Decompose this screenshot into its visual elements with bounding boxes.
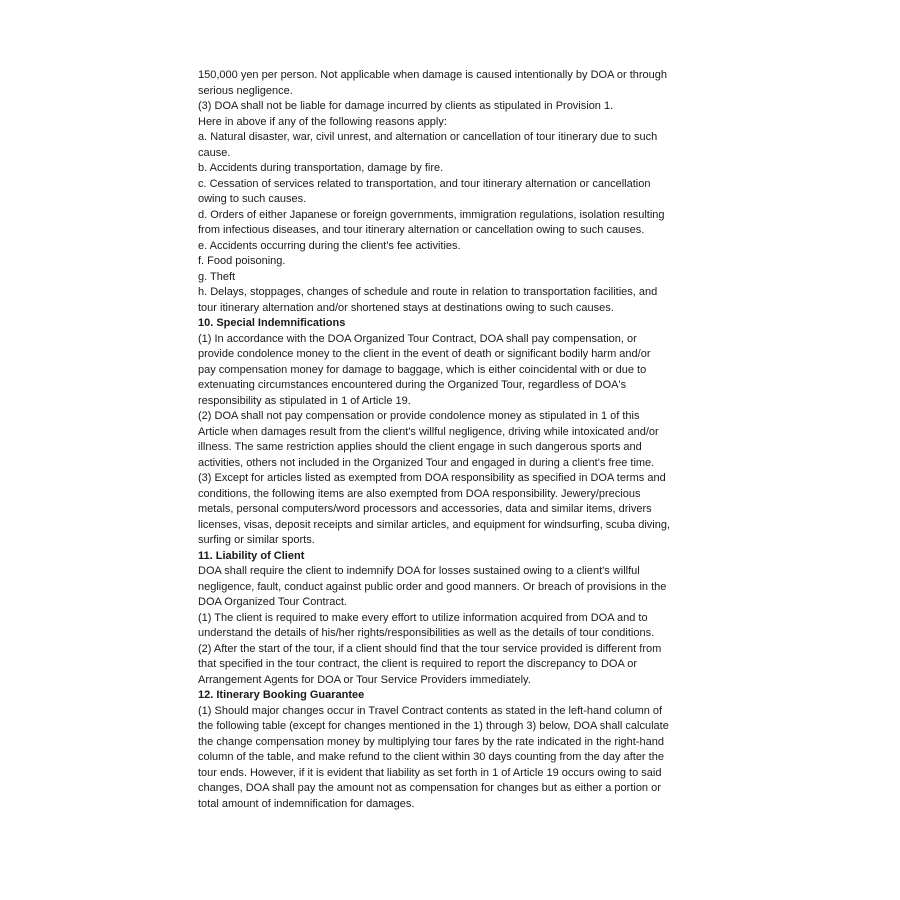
text-line: understand the details of his/her rights/responsibilities as well as the details of tour conditions.: [198, 627, 655, 639]
paragraph-liability-of-client: [198, 564, 708, 688]
text-line: e. Accidents occurring during the client's fee activities.: [198, 239, 461, 252]
text-line: provide condolence money to the client in the event of death or significant bodily harm and/or: [198, 348, 651, 360]
text-line: 150,000 yen per person. Not applicable when damage is caused intentionally by DOA or through: [198, 69, 668, 81]
text-line: b. Accidents during transportation, damage by fire.: [198, 162, 444, 174]
text-line: (1) The client is required to make every effort to utilize information acquired from DOA and to: [198, 611, 648, 624]
text-line: (3) DOA shall not be liable for damage incurred by clients as stipulated in Provision 1.: [198, 100, 614, 112]
text-line: a. Natural disaster, war, civil unrest, and alternation or cancellation of tour itinerary due to such: [198, 131, 658, 143]
section-heading-itinerary-booking-guarantee: 12. Itinerary Booking Guarantee: [198, 689, 365, 701]
text-line: metals, personal computers/word processors and accessories, data and similar items, drivers: [198, 503, 652, 515]
text-line: (2) DOA shall not pay compensation or provide condolence money as stipulated in 1 of this: [198, 410, 640, 422]
text-line: that specified in the tour contract, the client is required to report the discrepancy to DOA or: [198, 658, 638, 670]
text-line: pay compensation money for damage to baggage, which is either coincidental with or due to: [198, 363, 647, 376]
text-line: g. Theft: [198, 270, 236, 283]
text-line: owing to such causes.: [198, 193, 307, 205]
text-line: licenses, visas, deposit receipts and similar articles, and equipment for windsurfing, scuba diving,: [198, 518, 671, 531]
text-line: the change compensation money by multiplying tour fares by the rate indicated in the right-hand: [198, 735, 664, 748]
text-line: DOA Organized Tour Contract.: [198, 596, 347, 608]
text-line: the following table (except for changes mentioned in the 1) through 3) below, DOA shall calculate: [198, 720, 669, 732]
text-line: Article when damages result from the client's willful negligence, driving while intoxicated and/or: [198, 425, 659, 438]
text-line: column of the table, and make refund to the client within 30 days counting from the day after the: [198, 751, 664, 763]
text-line: DOA shall require the client to indemnify DOA for losses sustained owing to a client's willful: [198, 565, 640, 577]
paragraph-special-indemnifications: [198, 332, 708, 549]
text-line: Arrangement Agents for DOA or Tour Service Providers immediately.: [198, 673, 531, 686]
text-line: from infectious diseases, and tour itinerary alternation or cancellation owing to such causes.: [198, 224, 645, 236]
text-line: cause.: [198, 146, 231, 159]
text-line: illness. The same restriction applies should the client engage in such dangerous sports and: [198, 441, 642, 453]
text-line: responsibility as stipulated in 1 of Article 19.: [198, 394, 411, 407]
text-line: d. Orders of either Japanese or foreign governments, immigration regulations, isolation resulting: [198, 208, 665, 221]
text-line: changes, DOA shall pay the amount not as compensation for changes but as either a portion or: [198, 782, 661, 794]
text-line: serious negligence.: [198, 84, 293, 97]
text-line: conditions, the following items are also exempted from DOA responsibility. Jewery/precious: [198, 487, 641, 500]
text-line: negligence, fault, conduct against public order and good manners. Or breach of provisions in the: [198, 580, 667, 593]
paragraph-itinerary-booking-guarantee: [198, 704, 708, 813]
text-line: h. Delays, stoppages, changes of schedule and route in relation to transportation facilities, and: [198, 286, 658, 298]
text-line: f. Food poisoning.: [198, 255, 286, 267]
text-line: total amount of indemnification for damages.: [198, 797, 415, 810]
text-line: activities, others not included in the Organized Tour and engaged in during a client's free time.: [198, 456, 655, 469]
text-line: (3) Except for articles listed as exempted from DOA responsibility as specified in DOA terms and: [198, 472, 666, 484]
text-line: (1) In accordance with the DOA Organized Tour Contract, DOA shall pay compensation, or: [198, 332, 637, 345]
document-page: [198, 68, 708, 812]
text-line: surfing or similar sports.: [198, 534, 315, 546]
text-line: (2) After the start of the tour, if a client should find that the tour service provided is different from: [198, 642, 662, 655]
section-heading-liability-of-client: 11. Liability of Client: [198, 549, 305, 562]
text-line: Here in above if any of the following reasons apply:: [198, 115, 447, 128]
text-line: (1) Should major changes occur in Travel Contract contents as stated in the left-hand column of: [198, 704, 663, 717]
paragraph-liability-exemptions: [198, 68, 708, 316]
text-line: c. Cessation of services related to transportation, and tour itinerary alternation or cancellation: [198, 177, 651, 190]
section-heading-special-indemnifications: 10. Special Indemnifications: [198, 317, 346, 329]
text-line: tour itinerary alternation and/or shortened stays at destinations owing to such causes.: [198, 301, 614, 314]
text-line: tour ends. However, if it is evident that liability as set forth in 1 of Article 19 occurs owing to said: [198, 766, 662, 779]
text-line: extenuating circumstances encountered during the Organized Tour, regardless of DOA's: [198, 379, 627, 391]
